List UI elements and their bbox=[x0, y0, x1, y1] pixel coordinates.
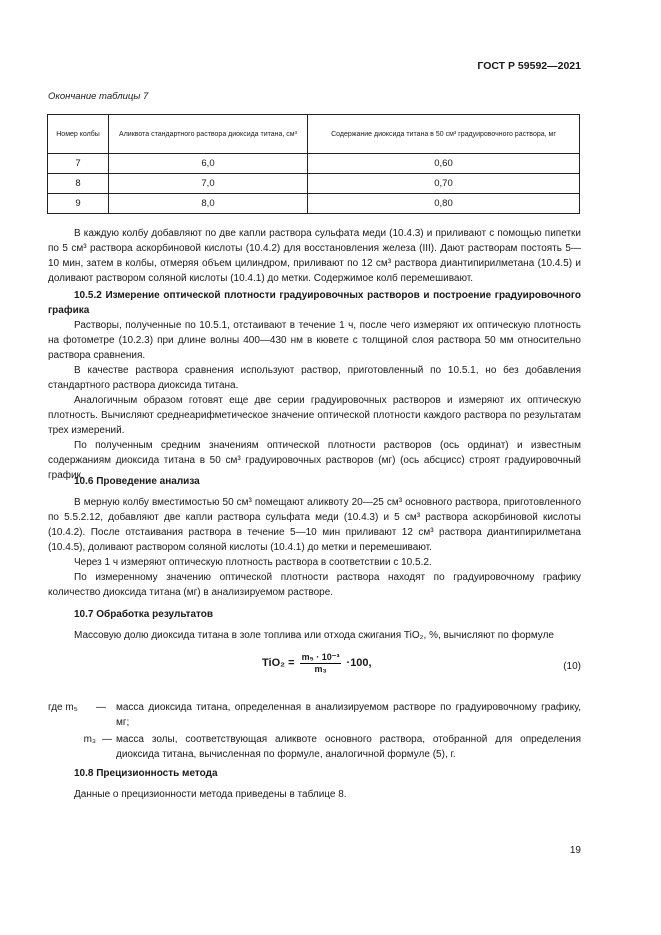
table-row bbox=[48, 154, 580, 174]
equation-number: (10) bbox=[563, 661, 581, 672]
table-cell: 0,80 bbox=[308, 194, 580, 214]
page-number: 19 bbox=[569, 845, 581, 856]
table-7 bbox=[47, 114, 580, 214]
section-heading-10-6: 10.6 Проведение анализа bbox=[74, 476, 200, 487]
section-heading-10-7: 10.7 Обработка результатов bbox=[74, 609, 214, 620]
table-caption: Окончание таблицы 7 bbox=[48, 91, 149, 102]
column-header: Аликвота стандартного раствора диоксида титана, см³ bbox=[109, 115, 308, 154]
where-description: масса диоксида титана, определенная в анализируемом растворе по градуировочному графику, мг; bbox=[116, 702, 581, 728]
section-heading-10-8: 10.8 Прецизионность метода bbox=[74, 768, 218, 779]
table-cell: 9 bbox=[48, 194, 109, 214]
body-text-block-3 bbox=[48, 766, 581, 802]
paragraph: Аналогичным образом готовят еще две серии градуировочных растворов и измеряют их оптическую плотность. Вычисляют среднеарифметическое значение оптической плотности каждого раствора по результатам трех измерений. bbox=[48, 395, 581, 436]
formula-numerator: m₅ · 10⁻³ bbox=[301, 652, 340, 662]
section-heading-10-5-2: 10.5.2 Измерение оптической плотности градуировочных растворов и построение градуировочного графика bbox=[48, 290, 581, 316]
where-description: масса золы, соответствующая аликвоте основного раствора, отобранной для определения диоксида титана, вычисленная по формуле, аналогичной формуле (5), г. bbox=[116, 734, 581, 760]
column-header: Содержание диоксида титана в 50 см³ градуировочного раствора, мг bbox=[308, 115, 580, 154]
paragraph: По измеренному значению оптической плотности раствора находят по градуировочному графику количество диоксида титана (мг) в анализируемом растворе. bbox=[48, 572, 581, 598]
paragraph: Через 1 ч измеряют оптическую плотность раствора в соответствии с 10.5.2. bbox=[74, 557, 432, 568]
table-cell: 6,0 bbox=[109, 154, 308, 174]
formula-denominator: m₃ bbox=[314, 664, 327, 674]
where-item: где m₅ — масса диоксида титана, определенная в анализируемом растворе по градуировочному графику, мг; bbox=[48, 702, 581, 728]
paragraph: По полученным средним значениям оптической плотности растворов (ось ординат) и известным содержаниям диоксида титана в 50 см³ градуировочных растворов (мг) (ось абсцисс) строят градуировочный график. bbox=[48, 440, 581, 481]
formula-10 bbox=[262, 652, 372, 674]
where-label: где m₅ bbox=[48, 702, 78, 713]
body-text-block-2 bbox=[48, 474, 581, 643]
paragraph: В мерную колбу вместимостью 50 см³ помещают аликвоту 20—25 см³ основного раствора, приготовленного по 5.5.2.12, добавляют две капли раствора сульфата меди (10.4.3) и 5 см³ раствора аскорбиновой кислоты (10.4.2). После отстаивания раствора в течение 5—10 мин приливают 12 см³ раствора диантипирилметана (10.4.5), доливают раствором соляной кислоты (10.4.1) до метки и перемешивают. bbox=[48, 497, 581, 553]
where-item: m₃ — масса золы, соответствующая аликвоте основного раствора, отобранной для определения диоксида титана, вычисленная по формуле, аналогичной формуле (5), г. bbox=[48, 732, 581, 762]
table-cell: 8 bbox=[48, 174, 109, 194]
table-cell: 7,0 bbox=[109, 174, 308, 194]
paragraph: В каждую колбу добавляют по две капли раствора сульфата меди (10.4.3) и приливают с помощью пипетки по 5 см³ раствора аскорбиновой кислоты (10.4.2) для восстановления железа (III). Дают растворам постоять 5—10 мин, затем в колбы, отмеряя объем цилиндром, приливают по 12 см³ раствора диантипирилметана (10.4.5) и доливают раствором соляной кислоты (10.4.1) до метки. Содержимое колб перемешивают. bbox=[48, 228, 581, 284]
paragraph: Массовую долю диоксида титана в золе топлива или отхода сжигания TiO₂, %, вычисляют по формуле bbox=[74, 630, 554, 641]
formula-fraction bbox=[300, 652, 342, 674]
table-row bbox=[48, 174, 580, 194]
formula-lhs: TiO₂ = bbox=[262, 656, 295, 669]
where-list bbox=[48, 700, 581, 762]
table-cell: 7 bbox=[48, 154, 109, 174]
where-label: m₃ bbox=[83, 734, 96, 745]
table-row bbox=[48, 194, 580, 214]
table-cell: 0,70 bbox=[308, 174, 580, 194]
table-cell: 0,60 bbox=[308, 154, 580, 174]
table-cell: 8,0 bbox=[109, 194, 308, 214]
column-header: Номер колбы bbox=[48, 115, 109, 154]
body-text-block-1 bbox=[48, 226, 581, 483]
formula-tail: ·100, bbox=[346, 656, 372, 669]
paragraph: В качестве раствора сравнения используют раствор, приготовленный по 10.5.1, но без добавления стандартного раствора диоксида титана. bbox=[48, 365, 581, 391]
paragraph: Растворы, полученные по 10.5.1, отстаивают в течение 1 ч, после чего измеряют их оптическую плотность на фотометре (10.2.3) при длине волны 400—430 нм в кювете с толщиной слоя раствора 50 мм относительно раствора сравнения. bbox=[48, 320, 581, 361]
paragraph: Данные о прецизионности метода приведены в таблице 8. bbox=[74, 789, 347, 800]
standard-header: ГОСТ Р 59592—2021 bbox=[477, 60, 581, 72]
